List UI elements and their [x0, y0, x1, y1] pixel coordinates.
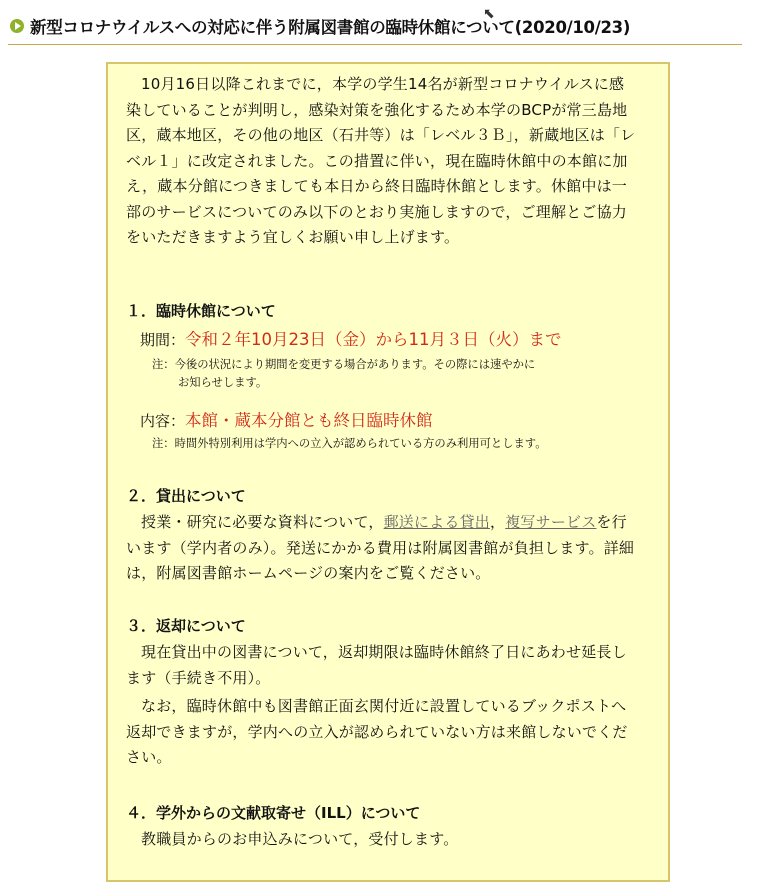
section2-text-after: を行います（学内者のみ）。発送にかかる費用は附属図書館が負担します。詳細は，附属図書館ホームページの案内をご覧ください。 — [126, 513, 635, 582]
period-value: 令和２年10月23日（金）から11月３日（火）まで — [185, 330, 562, 349]
page-title: 新型コロナウイルスへの対応に伴う附属図書館の臨時休館について(2020/10/23) — [30, 18, 631, 37]
period-note-line2: お知らせします。 — [178, 375, 268, 389]
mouse-cursor-icon: ⬉ — [483, 6, 495, 22]
period-row — [140, 326, 562, 350]
section2-heading: ２．貸出について — [126, 487, 246, 505]
section3-paragraph2: なお，臨時休館中も図書館正面玄関付近に設置しているブックポストへ返却できますが，学内への立入が認められていない方は来館しないでください。 — [126, 697, 628, 766]
mail-loan-link[interactable]: 郵送による貸出 — [383, 513, 491, 531]
notice-box — [106, 62, 670, 882]
content-value: 本館・蔵本分館とも終日臨時休館 — [185, 411, 433, 430]
intro-paragraph: 10月16日以降これまでに，本学の学生14名が新型コロナウイルスに感染していることが判明し，感染対策を強化するため本学のBCPが常三島地区，蔵本地区，その他の地区（石井等）は「レベル３Ｂ」，新蔵地区は「レベル１」に改定されました。この措置に伴い，現在臨時休館中の本館に加え，蔵本分館につきましても本日から終日臨時休館とします。休館中は一部のサービスについてのみ以下のとおり実施しますので，ご理解とご協力をいただきますよう宜しくお願い申し上げます。 — [126, 75, 636, 246]
content-label: 内容： — [140, 412, 186, 430]
section4-heading: ４．学外からの文献取寄せ（ILL）について — [126, 804, 421, 822]
page-header — [8, 8, 742, 45]
copy-service-link[interactable]: 複写サービス — [505, 513, 597, 531]
section4-paragraph1: 教職員からのお申込みについて，受付します。 — [141, 830, 459, 848]
period-label: 期間： — [140, 331, 186, 349]
section1-heading: １．臨時休館について — [126, 302, 276, 320]
arrow-bullet-icon — [10, 19, 24, 33]
section3-paragraph1: 現在貸出中の図書について，返却期限は臨時休館終了日にあわせ延長します（手続き不用）。 — [126, 643, 627, 687]
period-note-line1: 注：今後の状況により期間を変更する場合があります。その際には速やかに — [152, 358, 536, 371]
period-note — [152, 356, 535, 391]
link-separator: ， — [490, 513, 506, 531]
section2-paragraph — [126, 510, 636, 587]
content-row — [140, 407, 433, 431]
section3-heading: ３．返却について — [126, 617, 246, 635]
section2-text-before: 授業・研究に必要な資料について， — [141, 513, 384, 531]
content-note: 注：時間外特別利用は学内への立入が認められている方のみ利用可とします。 — [152, 437, 547, 450]
